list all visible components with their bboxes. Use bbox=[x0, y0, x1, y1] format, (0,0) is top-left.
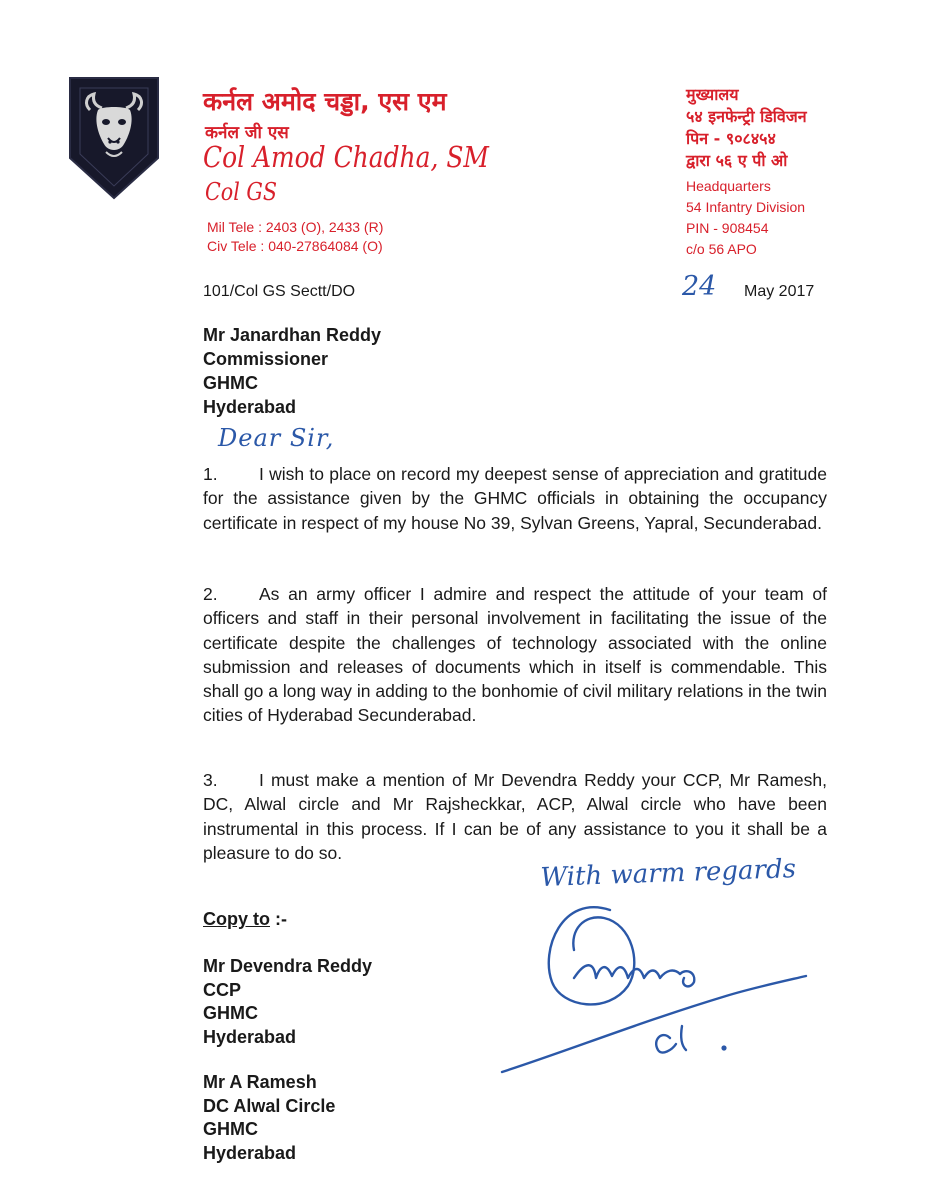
hq-hindi-line: द्वारा ५६ ए पी ओ bbox=[686, 151, 788, 170]
hq-hindi-line: पिन - ९०८४५४ bbox=[686, 129, 776, 148]
hq-address-hindi bbox=[686, 84, 807, 172]
addressee-line: GHMC bbox=[203, 373, 258, 393]
reference-number: 101/Col GS Sectt/DO bbox=[203, 283, 356, 300]
hq-english-line: c/o 56 APO bbox=[686, 241, 757, 257]
copy-recipient-1 bbox=[203, 955, 372, 1049]
hq-hindi-line: ५४ इनफेन्ट्री डिविजन bbox=[686, 107, 807, 126]
hq-hindi-line: मुख्यालय bbox=[686, 85, 739, 104]
recipient-line: Hyderabad bbox=[203, 1026, 297, 1047]
paragraph-text: As an army officer I admire and respect the attitude of your team of officers and staff in their personal involvement in facilitating the issue of the certificate despite the challenges of technology associated with the online submission and releases of documents which in itself is commendable. This shall go a long way in adding to the bonhomie of civil military relations in the twin cities of Hyderabad Secunderabad. bbox=[203, 584, 827, 726]
recipient-line: DC Alwal Circle bbox=[203, 1095, 336, 1116]
paragraph-number: 2. bbox=[203, 584, 218, 604]
salutation-handwritten: Dear Sir, bbox=[218, 424, 335, 452]
signature-image bbox=[490, 890, 810, 1090]
header-name-hindi: कर्नल अमोद चड्डा, एस एम bbox=[203, 87, 447, 116]
recipient-line: Mr A Ramesh bbox=[203, 1072, 317, 1092]
mil-tele: Mil Tele : 2403 (O), 2433 (R) bbox=[207, 219, 384, 235]
copy-to-heading bbox=[203, 909, 287, 930]
header-rank-english: Col GS bbox=[205, 178, 278, 206]
date-month-year: May 2017 bbox=[744, 283, 815, 300]
closing-handwritten: With warm regards bbox=[540, 854, 797, 893]
paragraph-text: I must make a mention of Mr Devendra Reddy your CCP, Mr Ramesh, DC, Alwal circle and Mr Rajsheckkar, ACP, Alwal circle who have been instrumental in this process. If I can be of any assistance to you it shall be a pleasure to do so. bbox=[203, 770, 827, 863]
paragraph-number: 1. bbox=[203, 464, 218, 484]
copy-recipient-2 bbox=[203, 1071, 335, 1165]
recipient-line: GHMC bbox=[203, 1003, 258, 1023]
addressee-block bbox=[203, 323, 381, 419]
addressee-line: Commissioner bbox=[203, 349, 329, 369]
paragraph-3 bbox=[203, 768, 827, 865]
recipient-line: Hyderabad bbox=[203, 1142, 297, 1163]
recipient-line: Mr Devendra Reddy bbox=[203, 956, 373, 976]
date-day-handwritten: 24 bbox=[682, 271, 717, 302]
recipient-line: CCP bbox=[203, 979, 242, 1000]
paragraph-2 bbox=[203, 582, 827, 728]
header-name-english: Col Amod Chadha, SM bbox=[203, 140, 489, 174]
header-rank-hindi: कर्नल जी एस bbox=[205, 123, 289, 143]
copy-to-label: Copy to bbox=[203, 909, 270, 929]
civ-tele: Civ Tele : 040-27864084 (O) bbox=[207, 238, 383, 254]
bull-emblem-icon bbox=[68, 76, 160, 200]
addressee-line: Hyderabad bbox=[203, 397, 297, 417]
paragraph-text: I wish to place on record my deepest sense of appreciation and gratitude for the assistance given by the GHMC officials in obtaining the occupancy certificate in respect of my house No 39, Sylvan Greens, Yapral, Secunderabad. bbox=[203, 464, 827, 533]
hq-english-line: 54 Infantry Division bbox=[686, 199, 806, 215]
hq-english-line: PIN - 908454 bbox=[686, 220, 769, 236]
paragraph-1 bbox=[203, 462, 827, 535]
addressee-line: Mr Janardhan Reddy bbox=[203, 325, 382, 345]
header-phones bbox=[207, 218, 383, 256]
recipient-line: GHMC bbox=[203, 1119, 258, 1139]
hq-english-line: Headquarters bbox=[686, 178, 771, 194]
hq-address-english bbox=[686, 176, 805, 260]
paragraph-number: 3. bbox=[203, 770, 218, 790]
copy-to-suffix: :- bbox=[270, 909, 287, 929]
